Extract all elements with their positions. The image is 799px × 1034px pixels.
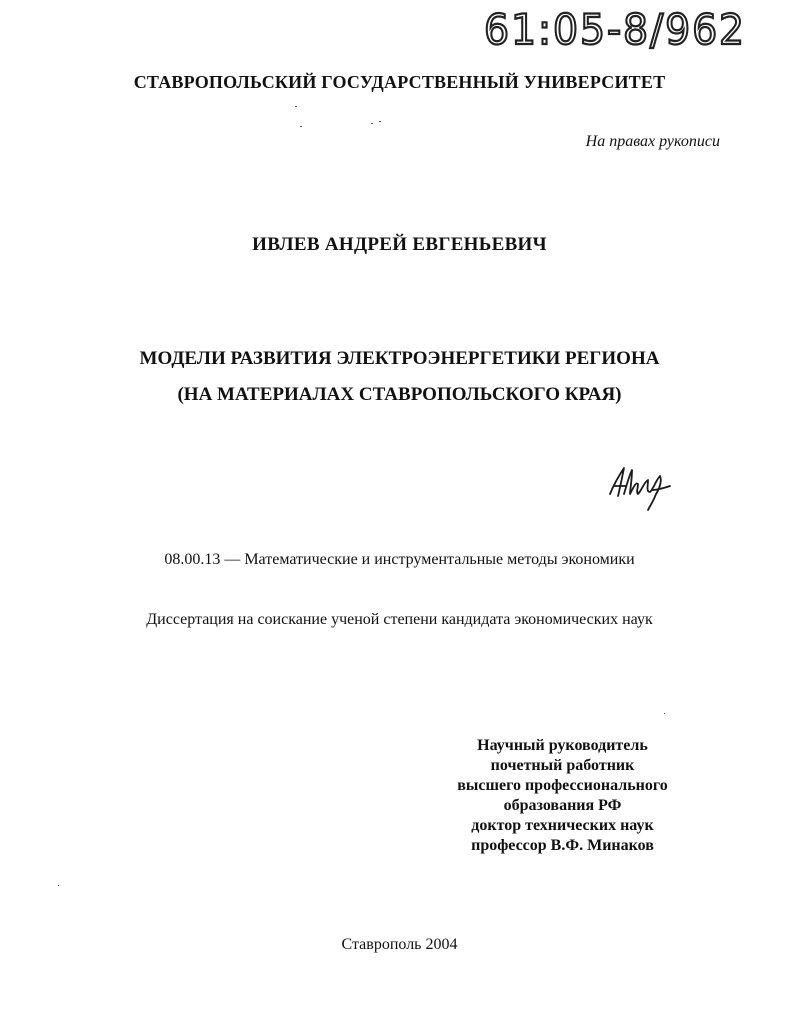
supervisor-line: профессор В.Ф. Минаков bbox=[471, 837, 654, 854]
supervisor-line: почетный работник bbox=[490, 757, 635, 774]
supervisor-line: доктор технических наук bbox=[471, 817, 654, 834]
scan-speck bbox=[664, 713, 665, 714]
specialty-code: 08.00.13 — Математические и инструментальные методы экономики bbox=[164, 551, 635, 568]
archive-code-text: 61:05-8/962 bbox=[484, 5, 746, 54]
handwritten-archive-code bbox=[480, 2, 760, 54]
supervisor-line: высшего профессионального bbox=[457, 777, 668, 794]
university-name: СТАВРОПОЛЬСКИЙ ГОСУДАРСТВЕННЫЙ УНИВЕРСИТЕТ bbox=[133, 72, 666, 92]
scan-speck bbox=[371, 123, 373, 124]
dissertation-title-line-2: (НА МАТЕРИАЛАХ СТАВРОПОЛЬСКОГО КРАЯ) bbox=[177, 384, 622, 405]
dissertation-title-line-1: МОДЕЛИ РАЗВИТИЯ ЭЛЕКТРОЭНЕРГЕТИКИ РЕГИОНА bbox=[139, 348, 660, 369]
author-signature bbox=[604, 460, 676, 512]
supervisor-block bbox=[420, 736, 705, 856]
scan-speck bbox=[58, 885, 59, 886]
rights-note: На правах рукописи bbox=[585, 133, 720, 150]
scan-speck bbox=[379, 121, 381, 122]
author-name: ИВЛЕВ АНДРЕЙ ЕВГЕНЬЕВИЧ bbox=[252, 234, 547, 255]
handwritten-code-drawing bbox=[480, 2, 760, 54]
scan-speck bbox=[295, 106, 297, 107]
supervisor-line: образования РФ bbox=[503, 797, 622, 814]
degree-statement: Диссертация на соискание ученой степени кандидата экономических наук bbox=[146, 611, 653, 628]
city-and-year: Ставрополь 2004 bbox=[341, 936, 458, 953]
scan-speck bbox=[300, 126, 302, 127]
signature-icon bbox=[604, 460, 676, 512]
supervisor-line: Научный руководитель bbox=[477, 737, 648, 754]
